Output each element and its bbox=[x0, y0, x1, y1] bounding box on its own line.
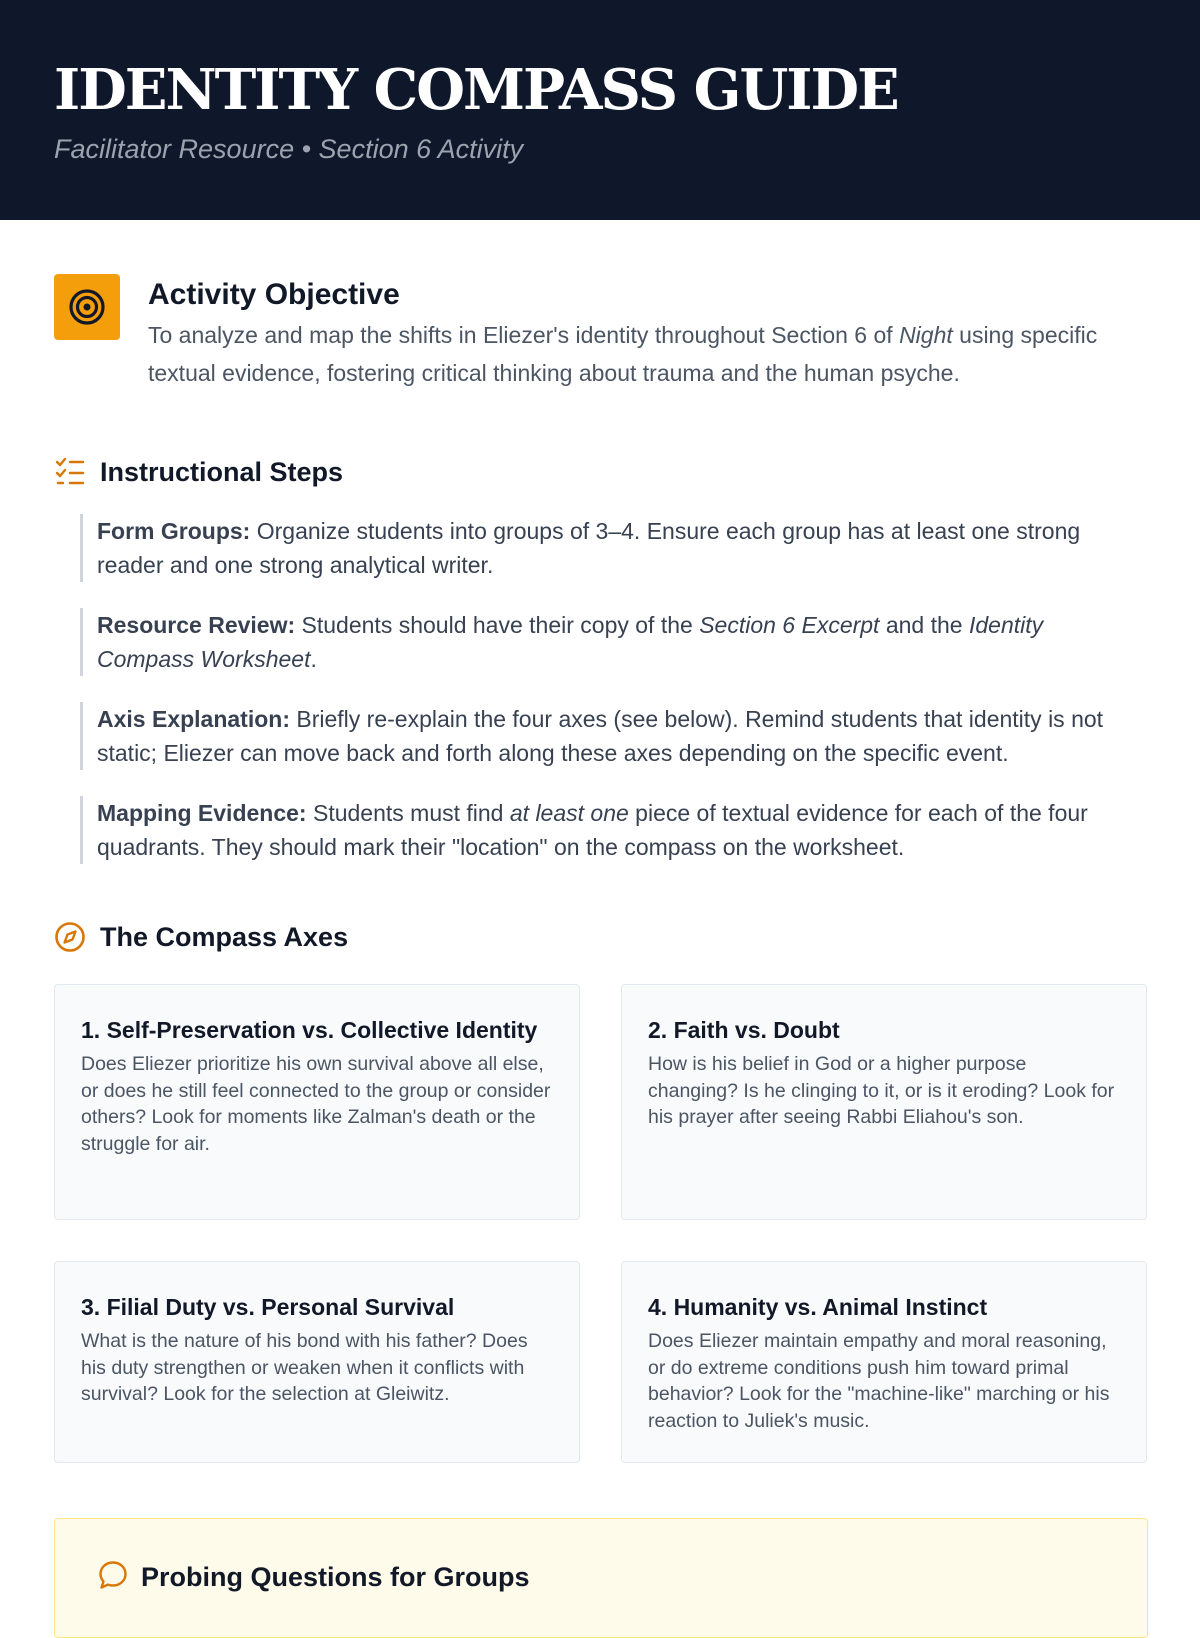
axis-title: 3. Filial Duty vs. Personal Survival bbox=[81, 1294, 455, 1320]
compass-axes-heading bbox=[54, 921, 348, 953]
axis-description: Does Eliezer prioritize his own survival above all else, or does he still feel connected to the group or consider others? Look for moments like Zalman's death or the struggle for air. bbox=[81, 1053, 551, 1155]
activity-objective bbox=[54, 274, 1146, 392]
axis-title: 4. Humanity vs. Animal Instinct bbox=[648, 1294, 988, 1320]
checklist-icon bbox=[54, 456, 86, 488]
steps-list bbox=[80, 514, 1146, 890]
page-header bbox=[0, 0, 1200, 220]
axis-description: What is the nature of his bond with his father? Does his duty strengthen or weaken when it conflicts with survival? Look for the selection at Gleiwitz. bbox=[81, 1330, 528, 1405]
compass-icon bbox=[54, 921, 86, 953]
objective-text: To analyze and map the shifts in Eliezer's identity throughout Section 6 of Night using specific textual evidence, fostering critical thinking about trauma and the human psyche. bbox=[148, 322, 1098, 386]
instructional-steps-heading bbox=[54, 456, 343, 488]
axis-description: Does Eliezer maintain empathy and moral reasoning, or do extreme conditions push him toward primal behavior? Look for the "machine-like" marching or his reaction to Juliek's music. bbox=[648, 1330, 1110, 1432]
axis-card bbox=[54, 984, 580, 1220]
axis-title: 2. Faith vs. Doubt bbox=[648, 1017, 840, 1043]
list-item: Form Groups: Organize students into groups of 3–4. Ensure each group has at least one strong reader and one strong analytical writer. bbox=[80, 514, 1146, 582]
page-subtitle: Facilitator Resource • Section 6 Activity bbox=[54, 134, 524, 164]
axis-title: 1. Self-Preservation vs. Collective Identity bbox=[81, 1017, 538, 1043]
page-title: IDENTITY COMPASS GUIDE bbox=[54, 57, 898, 123]
axis-description: How is his belief in God or a higher purpose changing? Is he clinging to it, or is it eroding? Look for his prayer after seeing Rabbi Eliahou's son. bbox=[648, 1053, 1115, 1128]
list-item: Axis Explanation: Briefly re-explain the four axes (see below). Remind students that identity is not static; Eliezer can move back and forth along these axes depending on the specific event. bbox=[80, 702, 1146, 770]
speech-bubble-icon bbox=[97, 1559, 129, 1596]
section-title: Instructional Steps bbox=[100, 456, 344, 487]
objective-title: Activity Objective bbox=[148, 278, 400, 311]
list-item: Mapping Evidence: Students must find at least one piece of textual evidence for each of the four quadrants. They should mark their "location" on the compass on the worksheet. bbox=[80, 796, 1146, 864]
section-title: Probing Questions for Groups bbox=[141, 1562, 530, 1592]
axis-card bbox=[621, 984, 1147, 1220]
list-item: Resource Review: Students should have their copy of the Section 6 Excerpt and the Identity Compass Worksheet. bbox=[80, 608, 1146, 676]
probing-questions-callout bbox=[54, 1518, 1148, 1638]
section-title: The Compass Axes bbox=[100, 921, 349, 952]
probing-heading bbox=[97, 1559, 530, 1596]
target-icon bbox=[54, 274, 120, 340]
axis-card bbox=[621, 1261, 1147, 1463]
axis-card bbox=[54, 1261, 580, 1463]
